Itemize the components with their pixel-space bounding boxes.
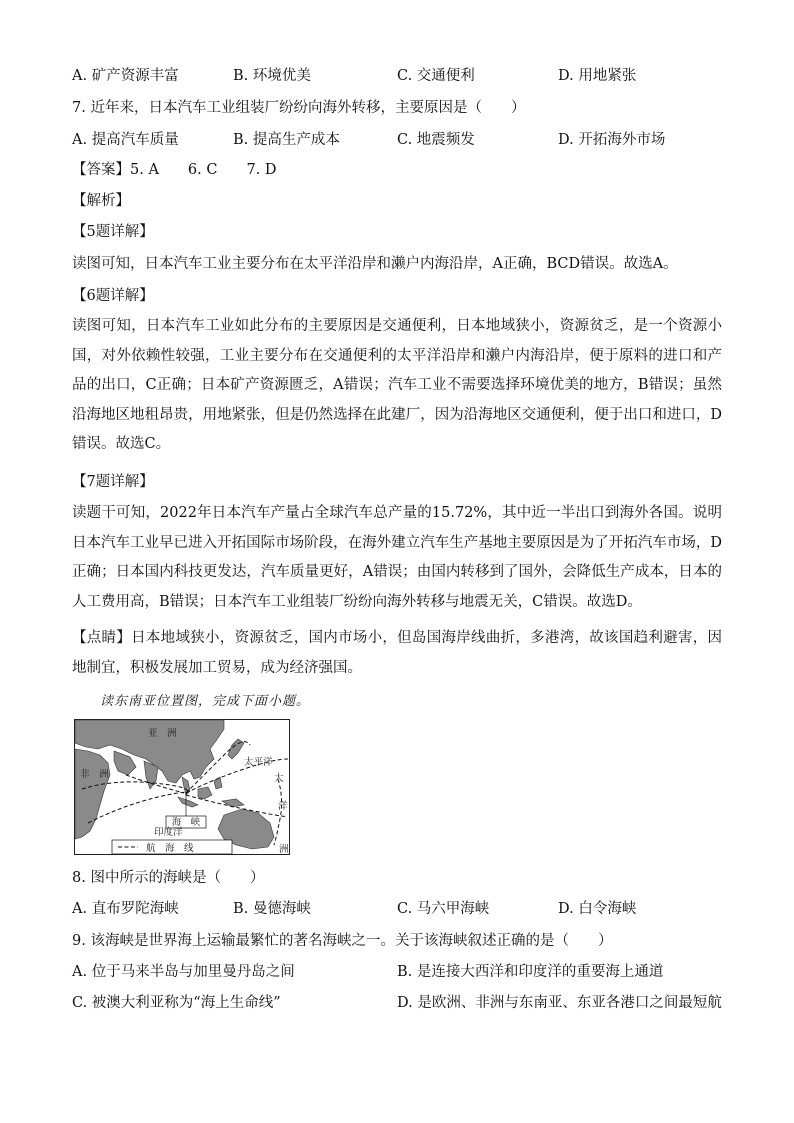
africa-label: 非 洲: [80, 769, 109, 780]
q9-option-d: D. 是欧洲、非洲与东南亚、东亚各港口之间最短航: [397, 995, 722, 1011]
legend-label: 航 海 线: [146, 843, 194, 854]
map-caption: 读东南亚位置图，完成下面小题。: [100, 694, 311, 709]
q9-option-a: A. 位于马来半岛与加里曼丹岛之间: [72, 964, 295, 980]
dianjing-text: 日本地域狭小，资源贫乏，国内市场小，但岛国海岸线曲折，多港湾，故该国趋利避害，因地制宜，积极发展加工贸易，成为经济强国。: [72, 630, 723, 676]
q6-option-b: B. 环境优美: [233, 68, 311, 84]
detail-6-text: 读图可知，日本汽车工业如此分布的主要原因是交通便利，日本地域狭小，资源贫乏，是一个资源小国，对外依赖性较强，工业主要分布在交通便利的太平洋沿岸和濑户内海沿岸，便于原料的进口和产品的出口，C正确；日本矿产资源匮乏，A错误；汽车工业不需要选择环境优美的地方，B错误；虽然沿海地区地租昂贵，用地紧张，但是仍然选择在此建厂，因为沿海地区交通便利，便于出口和进口，D错误。故选C。: [72, 318, 722, 452]
q8-option-a: A. 直布罗陀海峡: [72, 901, 179, 917]
pacific-yang-label: 洋: [278, 801, 288, 812]
answer-tag: 【答案】: [72, 162, 130, 178]
asia-label: 亚 洲: [148, 728, 177, 739]
answer-line: [72, 160, 277, 180]
question-7-text: 7. 近年来，日本汽车工业组装厂纷纷向海外转移，主要原因是（ ）: [72, 100, 526, 116]
q9-option-b: B. 是连接大西洋和印度洋的重要海上通道: [397, 964, 664, 980]
pacific-label: 太平洋: [244, 757, 273, 768]
question-9-text: 9. 该海峡是世界海上运输最繁忙的著名海峡之一。关于该海峡叙述正确的是（ ）: [72, 933, 613, 949]
q6-option-c: C. 交通便利: [397, 68, 475, 84]
detail-6-tag: 【6题详解】: [72, 288, 154, 304]
q8-option-d: D. 白令海峡: [558, 901, 637, 917]
strait-label: 海 峡: [171, 817, 201, 828]
q7-option-b: B. 提高生产成本: [233, 132, 340, 148]
q6-option-d: D. 用地紧张: [558, 68, 637, 84]
detail-5-tag: 【5题详解】: [72, 224, 154, 240]
australia-zhou-label: 洲: [279, 844, 289, 855]
detail-7-text: 读题干可知，2022年日本汽车产量占全球汽车总产量的15.72%，其中近一半出口到海外各国。说明日本汽车工业早已进入开拓国际市场阶段，在海外建立汽车生产基地主要原因是为了开拓汽车市场，D正确；日本国内科技更发达，汽车质量更好，A错误；由国内转移到了国外，会降低生产成本，日本的人工费用高，B错误；日本汽车工业组装厂纷纷向海外转移与地震无关，C错误。故选D。: [72, 505, 722, 610]
q7-option-c: C. 地震频发: [397, 132, 475, 148]
southeast-asia-map: [74, 719, 290, 855]
analysis-tag: 【解析】: [72, 193, 130, 209]
detail-5-text: 读图可知，日本汽车工业主要分布在太平洋沿岸和濑户内海沿岸，A正确，BCD错误。故选A。: [72, 256, 678, 272]
q7-option-d: D. 开拓海外市场: [558, 132, 666, 148]
answer-text: 5. A 6. C 7. D: [130, 162, 277, 178]
q7-option-a: A. 提高汽车质量: [72, 132, 179, 148]
q9-option-c: C. 被澳大利亚称为“海上生命线”: [72, 995, 281, 1011]
dianjing-paragraph: [72, 624, 722, 683]
pacific-da-label: 大: [274, 773, 284, 784]
question-8-text: 8. 图中所示的海峡是（ ）: [72, 870, 265, 886]
q8-option-b: B. 曼德海峡: [233, 901, 311, 917]
dianjing-tag: 【点睛】: [72, 630, 132, 646]
q6-option-a: A. 矿产资源丰富: [72, 68, 179, 84]
q8-option-c: C. 马六甲海峡: [397, 901, 490, 917]
indian-ocean-label: 印度洋: [154, 827, 183, 838]
detail-7-tag: 【7题详解】: [72, 474, 154, 490]
